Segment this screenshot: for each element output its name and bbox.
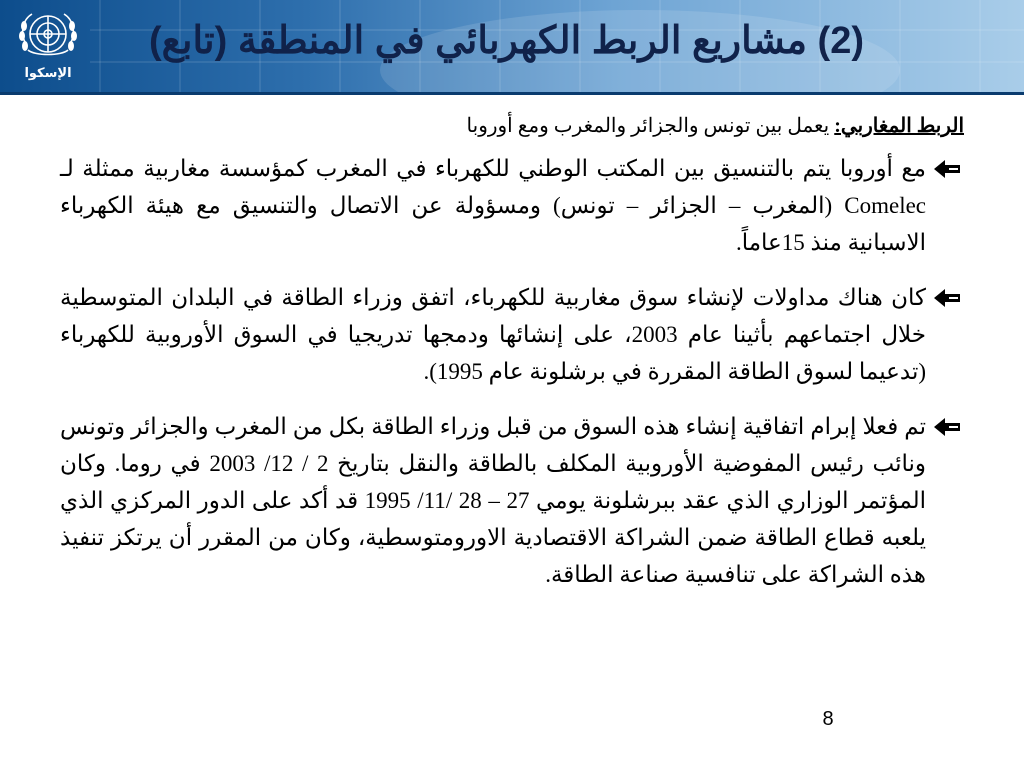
bullet-text: كان هناك مداولات لإنشاء سوق مغاربية للكهرباء، اتفق وزراء الطاقة في البلدان المتوسطية خلال اجتماعهم بأثينا عام 2003، على إنشائها ودمجها تدريجيا في السوق الأوروبية للكهرباء (تدعيما لسوق الطاقة المقررة في برشلونة عام 1995). — [60, 285, 926, 384]
intro-text: يعمل بين تونس والجزائر والمغرب ومع أوروبا — [466, 115, 835, 137]
bullet-item — [60, 150, 964, 261]
slide-body — [60, 112, 964, 611]
page-number: 8 — [822, 708, 834, 730]
bullet-item — [60, 408, 964, 593]
intro-label: الربط المغاربي: — [834, 115, 964, 137]
bullet-text: مع أوروبا يتم بالتنسيق بين المكتب الوطني للكهرباء في المغرب كمؤسسة مغاربية ممثلة لـ Comelec (المغرب – الجزائر – تونس) ومسؤولة عن الاتصال والتنسيق مع هيئة الكهرباء الاسبانية منذ 15عاماً. — [60, 156, 926, 255]
header-divider — [0, 92, 1024, 95]
arrow-left-bullet-icon — [932, 417, 962, 437]
bullet-text: تم فعلا إبرام اتفاقية إنشاء هذه السوق من قبل وزراء الطاقة بكل من المغرب والجزائر وتونس ونائب رئيس المفوضية الأوروبية المكلف بالطاقة والنقل بتاريخ 2 / 12/ 2003 في روما. وكان المؤتمر الوزاري الذي عقد ببرشلونة يومي 27 – 28 /11/ 1995 قد أكد على الدور المركزي الذي يلعبه قطاع الطاقة ضمن الشراكة الاقتصادية الاورومتوسطية، وكان من المقرر أن يرتكز تنفيذ هذه الشراكة على تنافسية صناعة الطاقة. — [60, 414, 927, 587]
slide-title: (2) مشاريع الربط الكهربائي في المنطقة (تابع) — [149, 20, 864, 62]
arrow-left-bullet-icon — [932, 159, 962, 179]
bullet-item — [60, 279, 964, 390]
arrow-left-bullet-icon — [932, 288, 962, 308]
header-band — [0, 0, 1024, 92]
intro-line — [60, 112, 964, 140]
logo-caption: الإسكوا — [24, 66, 72, 81]
